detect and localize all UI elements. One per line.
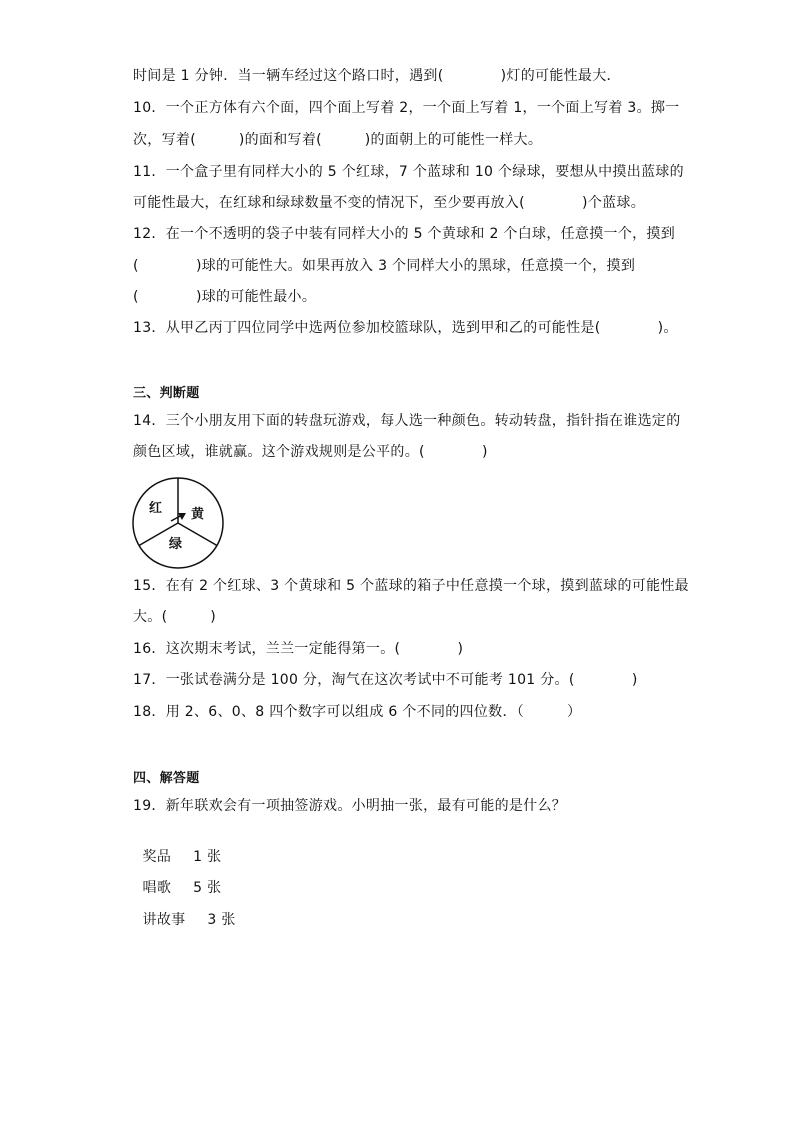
spinner-divider	[178, 523, 217, 546]
q18: 18．用 2、6、0、8 四个数字可以组成 6 个不同的四位数．（ ）	[133, 704, 582, 720]
spinner-label-green: 绿	[169, 537, 183, 552]
item-count: 3 张	[207, 912, 236, 928]
item-name: 唱歌	[142, 880, 172, 896]
list-item	[133, 890, 236, 930]
q15-line2: 大。( )	[133, 609, 217, 625]
item-name: 奖品	[142, 849, 172, 865]
spinner-label-red: 红	[149, 501, 163, 516]
section-heading-judge: 三、判断题	[133, 386, 200, 401]
q11-line1: 11．一个盒子里有同样大小的 5 个红球，7 个蓝球和 10 个绿球，要想从中摸出蓝球的	[133, 164, 684, 180]
item-name: 讲故事	[142, 912, 186, 928]
section-heading-answer: 四、解答题	[133, 771, 200, 786]
item-count: 5 张	[193, 880, 222, 896]
item-count: 1 张	[193, 849, 222, 865]
q12-line1: 12．在一个不透明的袋子中装有同样大小的 5 个黄球和 2 个白球，任意摸一个，摸到	[133, 226, 676, 242]
q15-line1: 15．在有 2 个红球、3 个黄球和 5 个蓝球的箱子中任意摸一个球，摸到蓝球的可能性最	[133, 578, 689, 594]
q16: 16．这次期末考试，兰兰一定能得第一。( )	[133, 641, 464, 657]
q17: 17．一张试卷满分是 100 分，淘气在这次考试中不可能考 101 分。( )	[133, 672, 638, 688]
spinner-diagram	[131, 476, 225, 570]
q14-line2: 颜色区域，谁就赢。这个游戏规则是公平的。( )	[133, 444, 488, 460]
q14-line1: 14．三个小朋友用下面的转盘玩游戏，每人选一种颜色。转动转盘，指针指在谁选定的	[133, 413, 681, 429]
q10-line1: 10．一个正方体有六个面，四个面上写着 2，一个面上写着 1，一个面上写着 3。掷一	[133, 100, 680, 116]
q9-tail: 时间是 1 分钟．当一辆车经过这个路口时，遇到( )灯的可能性最大．	[133, 68, 621, 84]
q19: 19．新年联欢会有一项抽签游戏。小明抽一张，最有可能的是什么？	[133, 798, 567, 814]
q10-line2: 次，写着( )的面和写着( )的面朝上的可能性一样大。	[133, 132, 543, 148]
q13: 13．从甲乙丙丁四位同学中选两位参加校篮球队，选到甲和乙的可能性是( )。	[133, 320, 678, 336]
q12-line3: ( )球的可能性最小。	[133, 289, 317, 305]
q11-line2: 可能性最大，在红球和绿球数量不变的情况下，至少要再放入( )个蓝球。	[133, 195, 646, 211]
q12-line2: ( )球的可能性大。如果再放入 3 个同样大小的黑球，任意摸一个，摸到	[133, 258, 636, 274]
spinner-label-yellow: 黄	[191, 507, 205, 522]
